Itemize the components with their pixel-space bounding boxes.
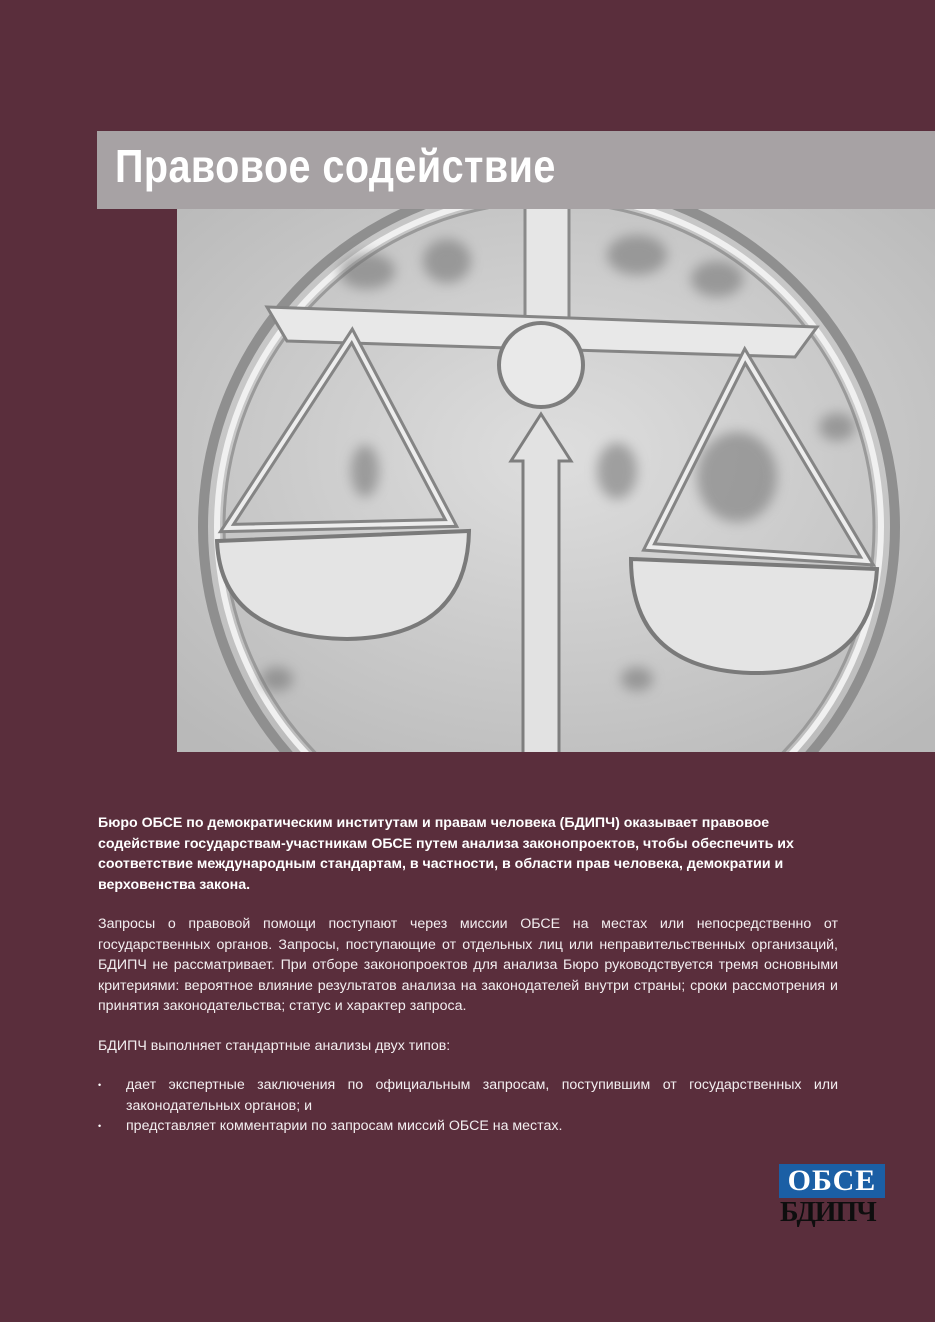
page-title: Правовое содействие [115, 140, 556, 192]
body-text [98, 813, 838, 1137]
paragraph-analysis-types: БДИПЧ выполняет стандартные анализы двух типов: [98, 1037, 451, 1054]
analysis-types-list [98, 1075, 838, 1137]
lead-paragraph: Бюро ОБСЕ по демократическим институтам и правам человека (БДИПЧ) оказывает правовое содействие государствам-участникам ОБСЕ путем анализа законопроектов, чтобы обеспечить их соответствие международным стандартам, в частности, в области прав человека, демократии и верховенства закона. [98, 815, 794, 893]
osce-odihr-logo [779, 1164, 887, 1228]
paragraph-requests: Запросы о правовой помощи поступают через миссии ОБСЕ на местах или непосредственно от государственных органов. Запросы, поступающие от отдельных лиц или неправительственных организаций, БДИПЧ не рассматривает. При отборе законопроектов для анализа Бюро руководствуется тремя основными критериями: вероятное влияние результатов анализа на законодателей внутри страны; сроки рассмотрения и принятия законодательства; статус и характер запроса. [98, 916, 838, 1014]
logo-odihr-text: БДИПЧ [780, 1197, 876, 1228]
list-item: • представляет комментарии по запросам миссий ОБСЕ на местах. [98, 1116, 838, 1137]
list-item: • дает экспертные заключения по официальным запросам, поступившим от государственных или законодательных органов; и [98, 1075, 838, 1116]
title-band [97, 131, 935, 209]
scales-of-justice-image [177, 209, 935, 752]
logo-osce-text: ОБСЕ [779, 1164, 885, 1198]
